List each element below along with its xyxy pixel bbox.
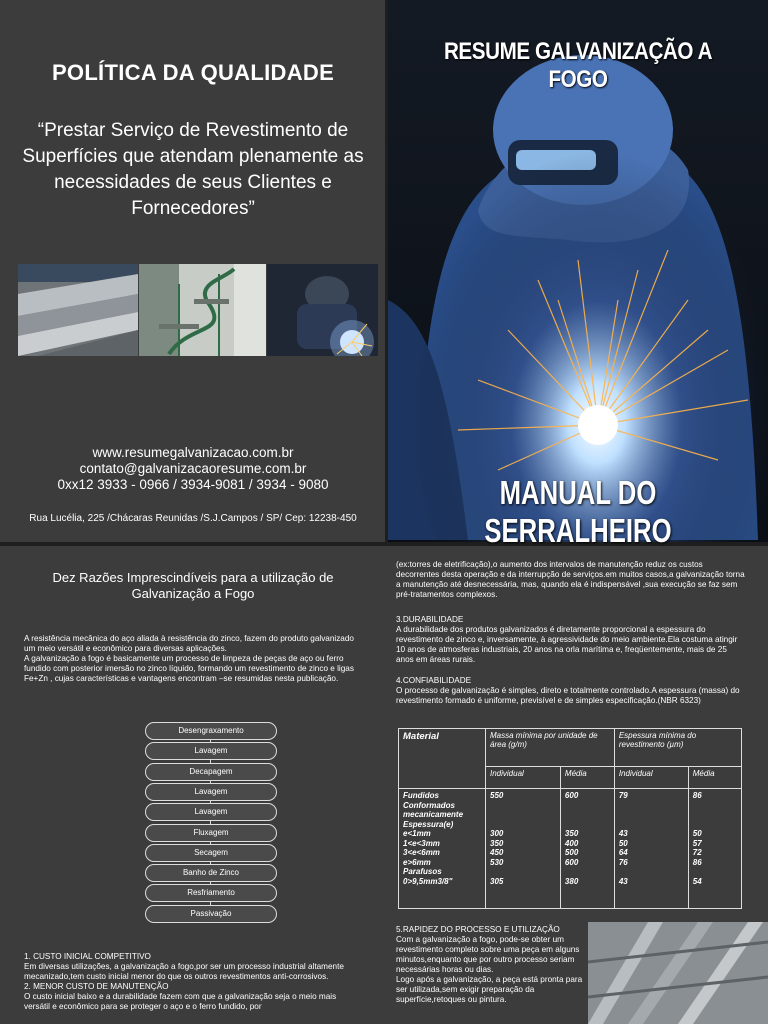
header-material: Material	[399, 729, 486, 789]
mass-media-cell: 600 350 400 500 600 380	[560, 789, 614, 909]
header-thickness: Espessura mínima do revestimento (µm)	[614, 729, 741, 767]
process-step: Lavagem	[145, 742, 277, 760]
intro-paragraph-2: A galvanização a fogo é basicamente um processo de limpeza de peças de aço ou ferro fundido com posterior imersão no zinco líquido, formando um revestimento de zinco e ligas Fe+Zn , cujas características e vantagens encontram –se resumidas nesta publicação.	[24, 654, 354, 683]
contact-block	[0, 445, 386, 493]
intro-paragraph-1: A resistência mecânica do aço aliada à resistência do zinco, fazem do produto galvanizado um meio versátil e econômico para diversas aplicações.	[24, 634, 354, 653]
speed-text: Com a galvanização a fogo, pode-se obter um revestimento completo sobre uma peça em alguns minutos,enquanto que por outro processo seriam necessárias horas ou dias. Logo após a galvanização, a peça está pronta para ser utilizada,sem exigir preparação da superfície,retoques ou pintura.	[396, 935, 583, 1004]
photo-spiral-staircase	[139, 264, 266, 356]
steel-structure-photo	[588, 922, 768, 1024]
company-title: RESUME GALVANIZAÇÃO A FOGO	[443, 38, 713, 93]
quality-policy-quote: “Prestar Serviço de Revestimento de Superfícies que atendam plenamente as necessidades de seus Clientes e Fornecedores”	[22, 120, 364, 219]
process-step: Banho de Zinco	[145, 864, 277, 882]
coating-spec-table	[398, 728, 742, 909]
thickness-media-cell: 86 50 57 72 86 54	[688, 789, 741, 909]
process-step: Secagem	[145, 844, 277, 862]
process-step: Fluxagem	[145, 824, 277, 842]
reason-1-title: 1. CUSTO INICIAL COMPETITIVO	[24, 952, 151, 961]
process-step: Passivação	[145, 905, 277, 923]
reason-2-text: O custo inicial baixo e a durabilidade fazem com que a galvanização seja o meio mais versátil e econômico para se proteger o aço e o ferro fundido, por	[24, 992, 337, 1011]
photo-small-welder	[267, 264, 378, 356]
mass-individual-cell: 550 300 350 450 530 305	[486, 789, 561, 909]
durability-section	[396, 615, 746, 665]
sub-individual-mass: Individual	[486, 767, 561, 789]
process-step: Lavagem	[145, 803, 277, 821]
durability-text: A durabilidade dos produtos galvanizados é diretamente proporcional a espessura do revestimento de zinco e, inversamente, à agressividade do meio ambiente.Ela costuma atingir 10 anos de atmosferas industriais, 20 anos na orla marítima e, freqüentemente, mais de 25 anos em áreas rurais.	[396, 625, 738, 664]
phone-numbers: 0xx12 3933 - 0966 / 3934-9081 / 3934 - 9080	[57, 477, 329, 492]
photo-steel-profiles	[18, 264, 138, 356]
company-address: Rua Lucélia, 225 /Chácaras Reunidas /S.J.Campos / SP/ Cep: 12238-450	[29, 513, 357, 524]
intro-text	[24, 634, 364, 684]
reliability-text: O processo de galvanização é simples, direto e totalmente controlado.A espessura (massa) do revestimento formado é uniforme, previsível e de simples especificação.(NBR 6323)	[396, 686, 740, 705]
sub-media-mass: Média	[560, 767, 614, 789]
header-mass: Massa mínima por unidade de área (g/m)	[486, 729, 615, 767]
durability-title: 3.DURABILIDADE	[396, 615, 464, 624]
quality-policy-title: POLÍTICA DA QUALIDADE	[51, 60, 335, 85]
ten-reasons-heading: Dez Razões Imprescindíveis para a utilização de Galvanização a Fogo	[52, 570, 334, 601]
sub-individual-thickness: Individual	[614, 767, 688, 789]
process-step: Lavagem	[145, 783, 277, 801]
manual-title: MANUAL DO SERRALHEIRO	[484, 474, 672, 549]
email-link[interactable]: contato@galvanizacaoresume.com.br	[79, 461, 307, 476]
process-step: Desengraxamento	[145, 722, 277, 740]
reliability-section	[396, 676, 746, 706]
materials-cell: Fundidos Conformados mecanicamente Espessura(e) e<1mm 1<e<3mm 3<e<6mm e>6mm Parafusos 0>9,5mm3/8"	[399, 789, 486, 909]
reasons-1-2	[24, 952, 364, 1012]
process-step: Resfriamento	[145, 884, 277, 902]
reason-1-text: Em diversas utilizações, a galvanização a fogo,por ser um processo industrial altamente mecanizado,tem custo inicial menor do que os outros revestimentos anti-corrosivos.	[24, 962, 344, 981]
thickness-individual-cell: 79 43 50 64 76 43	[614, 789, 688, 909]
reason-2-title: 2. MENOR CUSTO DE MANUTENÇÃO	[24, 982, 169, 991]
maintenance-continuation: (ex:torres de eletrificação),o aumento dos intervalos de manutenção reduz os custos decorrentes desta operação e da interrupção de serviços.em muitos casos,a galvanização torna a manutenção até desnecessária, mas, quando ela é indispensável ,sua execução se faz sem pré-tratamentos complexos.	[396, 560, 745, 599]
website-link[interactable]: www.resumegalvanizacao.com.br	[92, 445, 294, 460]
reliability-title: 4.CONFIABILIDADE	[396, 676, 472, 685]
speed-title: 5.RAPIDEZ DO PROCESSO E UTILIZAÇÃO	[396, 925, 560, 934]
speed-section	[396, 925, 586, 1005]
sub-media-thickness: Média	[688, 767, 741, 789]
process-step: Decapagem	[145, 763, 277, 781]
